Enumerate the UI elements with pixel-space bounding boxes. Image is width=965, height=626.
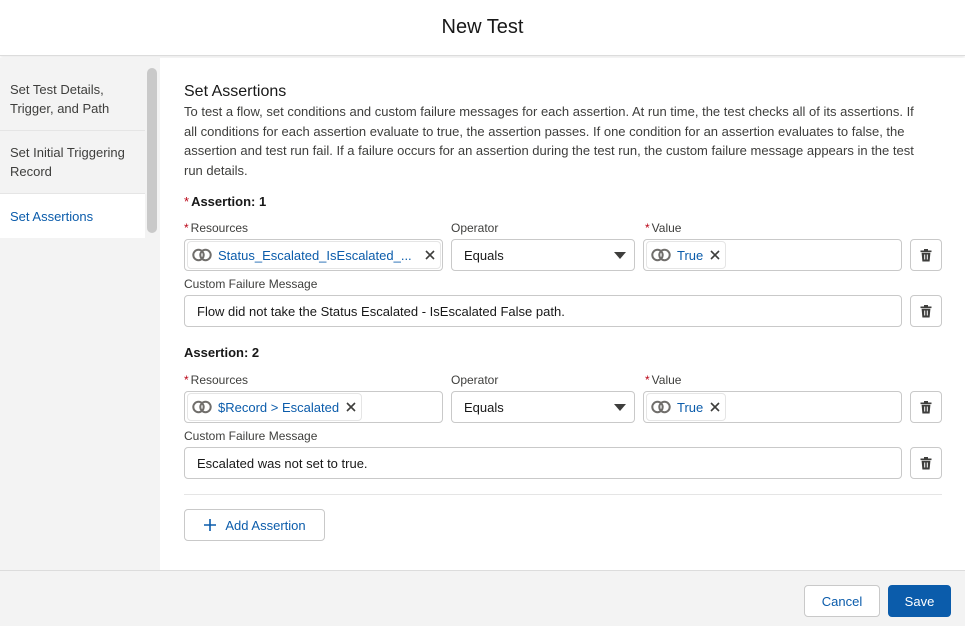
value-label: * Value	[645, 221, 682, 235]
resource-icon	[192, 400, 212, 414]
save-button[interactable]: Save	[888, 585, 951, 617]
value-pill[interactable]	[646, 241, 726, 269]
sidebar-item-test-details[interactable]	[0, 68, 145, 131]
required-marker: *	[645, 373, 650, 387]
trash-icon	[920, 401, 932, 414]
modal-footer	[0, 570, 965, 626]
delete-condition-button[interactable]	[910, 239, 942, 271]
resource-value: $Record > Escalated	[218, 399, 340, 415]
resource-icon	[651, 400, 671, 414]
sidebar-scrollbar[interactable]	[147, 68, 157, 233]
plus-icon	[203, 518, 217, 532]
add-assertion-button[interactable]	[184, 509, 325, 541]
required-marker: *	[184, 194, 190, 209]
assertion-title: * Assertion: 1	[184, 194, 267, 209]
value-field[interactable]	[643, 239, 902, 271]
remove-icon[interactable]	[424, 249, 436, 261]
trash-icon	[920, 249, 932, 262]
sidebar-item-label: Set Initial Triggering Record	[10, 145, 125, 179]
section-title: Set Assertions	[184, 83, 287, 100]
sidebar-item-label: Set Assertions	[10, 208, 94, 224]
cancel-button[interactable]: Cancel	[804, 585, 880, 617]
operator-value: Equals	[464, 399, 504, 415]
assertion-title: Assertion: 2	[184, 345, 260, 360]
custom-failure-input[interactable]: Flow did not take the Status Escalated - IsEscalated False path.	[184, 295, 902, 327]
operator-value: Equals	[464, 247, 504, 263]
operator-label: Operator	[451, 221, 499, 235]
value-text: True	[677, 399, 704, 415]
main-content	[160, 58, 965, 570]
chevron-down-icon	[614, 404, 626, 411]
required-marker: *	[184, 373, 189, 387]
operator-select[interactable]	[451, 391, 635, 423]
resource-icon	[651, 248, 671, 262]
section-divider	[184, 494, 942, 495]
resource-pill[interactable]	[187, 393, 362, 421]
resource-icon	[192, 248, 212, 262]
resource-field[interactable]	[184, 239, 443, 271]
value-pill[interactable]	[646, 393, 726, 421]
trash-icon	[920, 457, 932, 470]
resource-field[interactable]	[184, 391, 443, 423]
resource-value: Status_Escalated_IsEscalated_...	[218, 247, 412, 263]
chevron-down-icon	[614, 252, 626, 259]
custom-failure-input[interactable]: Escalated was not set to true.	[184, 447, 902, 479]
delete-condition-button[interactable]	[910, 391, 942, 423]
resource-pill[interactable]	[187, 241, 441, 269]
section-description: To test a flow, set conditions and custom failure messages for each assertion. At run time, the test checks all of its assertions. If all conditions for each assertion evaluate to true, the assertion passes. If one condition for an assertion evaluates to false, the assertion and test run fail. If a failure occurs for an assertion during the test run, the custom failure message appears in the test run details.	[184, 104, 914, 178]
required-marker: *	[184, 221, 189, 235]
sidebar-item-set-assertions[interactable]	[0, 194, 145, 238]
sidebar-nav	[0, 68, 145, 238]
modal-header	[0, 0, 965, 56]
modal-title: New Test	[441, 16, 524, 38]
delete-assertion-button[interactable]	[910, 447, 942, 479]
resources-label: * Resources	[184, 221, 249, 235]
remove-icon[interactable]	[709, 249, 721, 261]
custom-failure-label: Custom Failure Message	[184, 277, 318, 291]
remove-icon[interactable]	[345, 401, 357, 413]
operator-select[interactable]	[451, 239, 635, 271]
add-assertion-label: Add Assertion	[225, 517, 306, 533]
sidebar-item-initial-record[interactable]	[0, 131, 145, 194]
trash-icon	[920, 305, 932, 318]
resources-label: * Resources	[184, 373, 249, 387]
delete-assertion-button[interactable]	[910, 295, 942, 327]
remove-icon[interactable]	[709, 401, 721, 413]
sidebar	[0, 58, 160, 570]
value-text: True	[677, 247, 704, 263]
custom-failure-label: Custom Failure Message	[184, 429, 318, 443]
required-marker: *	[645, 221, 650, 235]
value-field[interactable]	[643, 391, 902, 423]
sidebar-item-label: Set Test Details, Trigger, and Path	[10, 82, 110, 116]
value-label: * Value	[645, 373, 682, 387]
operator-label: Operator	[451, 373, 499, 387]
